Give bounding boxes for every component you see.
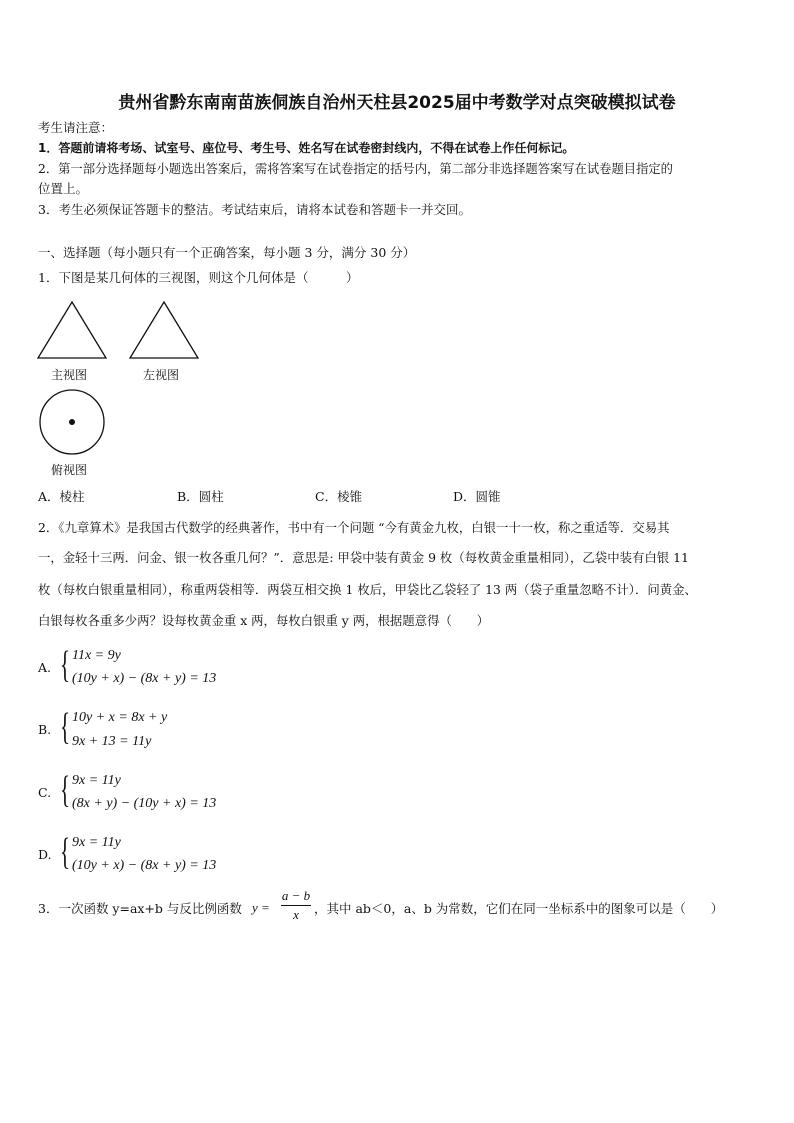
notice-item-1: 1．答题前请将考场、试室号、座位号、考生号、姓名写在试卷密封线内，不得在试卷上作任何标记。: [38, 141, 575, 155]
q1-option-c: C．棱锥: [315, 489, 363, 504]
section-heading: 一、选择题（每小题只有一个正确答案，每小题 3 分，满分 30 分）: [38, 245, 416, 260]
question-3-fraction: [279, 888, 313, 923]
q2-option-b-eq1: 10y + x = 8x + y: [72, 710, 168, 725]
q2-option-a-eq1: 11x = 9y: [72, 648, 121, 663]
q2-option-d-eq1: 9x = 11y: [72, 835, 121, 850]
q1-option-b: B．圆柱: [177, 489, 224, 504]
q2-option-c-label: C.: [38, 785, 52, 800]
q2-option-b-eq2: 9x + 13 = 11y: [72, 734, 152, 749]
top-view-circle: [36, 388, 108, 458]
question-3-post: ，其中 ab＜0，a、b 为常数，它们在同一坐标系中的图象可以是（ ）: [314, 901, 724, 916]
q1-option-d: D．圆锥: [453, 489, 501, 504]
question-2-line-4: 白银每枚各重多少两？设每枚黄金重 x 两，每枚白银重 y 两，根据题意得（ ）: [38, 613, 490, 628]
top-view-label: 俯视图: [51, 463, 88, 477]
brace-icon: {: [60, 644, 71, 686]
notice-item-2-cont: 位置上。: [38, 181, 89, 196]
front-view-triangle: [36, 300, 108, 362]
page-title: 贵州省黔东南南苗族侗族自治州天柱县2025届中考数学对点突破模拟试卷: [118, 93, 676, 113]
q2-option-c-eq2: (8x + y) − (10y + x) = 13: [72, 796, 217, 811]
q2-option-c-eq1: 9x = 11y: [72, 773, 121, 788]
q2-option-a-label: A.: [38, 660, 52, 675]
question-3-y-eq: y =: [252, 900, 270, 915]
brace-icon: {: [60, 831, 71, 873]
left-view-triangle: [128, 300, 200, 362]
question-2-line-1: 2．《九章算术》是我国古代数学的经典著作，书中有一个问题 “今有黄金九枚，白银一十一枚，称之重适等．交易其: [38, 520, 670, 535]
q2-option-d-label: D.: [38, 847, 52, 862]
notice-item-3: 3．考生必须保证答题卡的整洁。考试结束后，请将本试卷和答题卡一并交回。: [38, 202, 471, 217]
q2-option-b-label: B.: [38, 722, 52, 737]
brace-icon: {: [60, 706, 71, 748]
front-view-label: 主视图: [51, 368, 88, 382]
question-2-line-3: 枚（每枚白银重量相同），称重两袋相等．两袋互相交换 1 枚后，甲袋比乙袋轻了 13 两（袋子重量忽略不计）．问黄金、: [38, 582, 697, 597]
left-view-label: 左视图: [143, 368, 180, 382]
fraction-bar: [281, 905, 311, 906]
question-3-pre: 3．一次函数 y=ax+b 与反比例函数: [38, 901, 242, 916]
notice-item-2: 2．第一部分选择题每小题选出答案后，需将答案写在试卷指定的括号内，第二部分非选择题答案写在试卷题目指定的: [38, 162, 673, 176]
notice-heading: 考生请注意：: [38, 120, 114, 135]
q2-option-a-eq2: (10y + x) − (8x + y) = 13: [72, 671, 217, 686]
question-1-stem: 1．下图是某几何体的三视图，则这个几何体是（ ）: [38, 270, 359, 285]
q1-option-a: A．棱柱: [38, 489, 85, 504]
q2-option-d-eq2: (10y + x) − (8x + y) = 13: [72, 858, 217, 873]
fraction-denominator: x: [293, 907, 299, 922]
question-2-line-2: 一，金轻十三两．问金、银一枚各重几何？”．意思是: 甲袋中装有黄金 9 枚（每枚黄金重量相同），乙袋中装有白银 11: [38, 550, 689, 565]
fraction-numerator: a − b: [281, 888, 311, 903]
brace-icon: {: [60, 769, 71, 811]
